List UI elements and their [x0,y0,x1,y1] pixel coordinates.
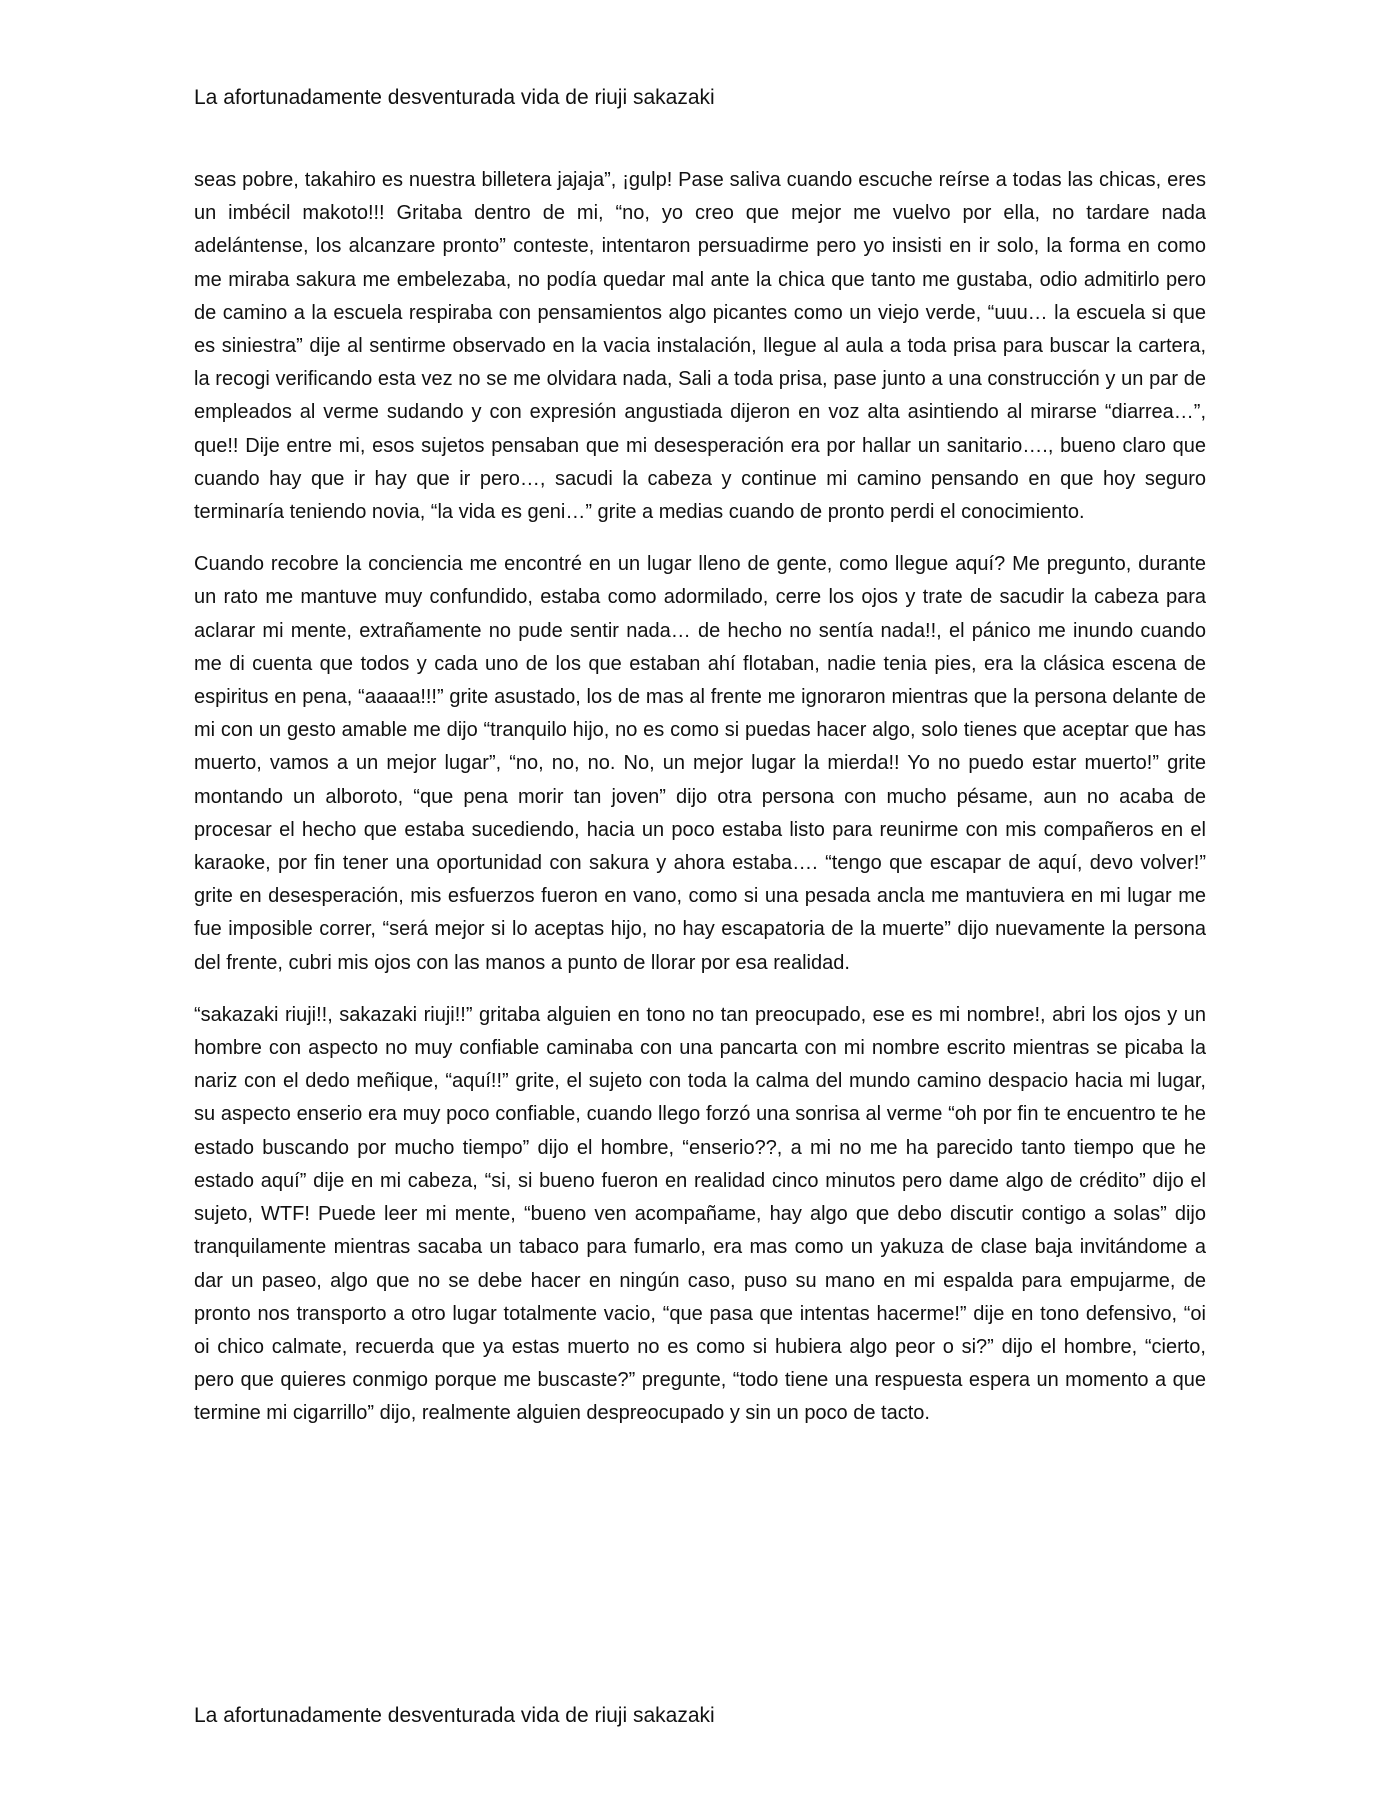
paragraph-2: Cuando recobre la conciencia me encontré en un lugar lleno de gente, como llegue aquí? Me pregunto, durante un rato me mantuve muy confundido, estaba como adormilado, cerre los ojos y trate de sacudir la cabeza para aclarar mi mente, extrañamente no pude sentir nada… de hecho no sentía nada!!, el pánico me inundo cuando me di cuenta que todos y cada uno de los que estaban ahí flotaban, nadie tenia pies, era la clásica escena de espiritus en pena, “aaaaa!!!” grite asustado, los de mas al frente me ignoraron mientras que la persona delante de mi con un gesto amable me dijo “tranquilo hijo, no es como si puedas hacer algo, solo tienes que aceptar que has muerto, vamos a un mejor lugar”, “no, no, no. No, un mejor lugar la mierda!! Yo no puedo estar muerto!” grite montando un alboroto, “que pena morir tan joven” dijo otra persona con mucho pésame, aun no acaba de procesar el hecho que estaba sucediendo, hacia un poco estaba listo para reunirme con mis compañeros en el karaoke, por fin tener una oportunidad con sakura y ahora estaba…. “tengo que escapar de aquí, devo volver!” grite en desesperación, mis esfuerzos fueron en vano, como si una pesada ancla me mantuviera en mi lugar me fue imposible correr, “será mejor si lo aceptas hijo, no hay escapatoria de la muerte” dijo nuevamente la persona del frente, cubri mis ojos con las manos a punto de llorar por esa realidad. [194,553,1206,974]
paragraph-1: seas pobre, takahiro es nuestra billetera jajaja”, ¡gulp! Pase saliva cuando escuche reírse a todas las chicas, eres un imbécil makoto!!! Gritaba dentro de mi, “no, yo creo que mejor me vuelvo por ella, no tardare nada adelántense, los alcanzare pronto” conteste, intentaron persuadirme pero yo insisti en ir solo, la forma en como me miraba sakura me embelezaba, no podía quedar mal ante la chica que tanto me gustaba, odio admitirlo pero de camino a la escuela respiraba con pensamientos algo picantes como un viejo verde, “uuu… la escuela si que es siniestra” dije al sentirme observado en la vacia instalación, llegue al aula a toda prisa para buscar la cartera, la recogi verificando esta vez no se me olvidara nada, Sali a toda prisa, pase junto a una construcción y un par de empleados al verme sudando y con expresión angustiada dijeron en voz alta asintiendo al mirarse “diarrea…”, que!! Dije entre mi, esos sujetos pensaban que mi desesperación era por hallar un sanitario…., bueno claro que cuando hay que ir hay que ir pero…, sacudi la cabeza y continue mi camino pensando en que hoy seguro terminaría teniendo novia, “la vida es geni…” grite a medias cuando de pronto perdi el conocimiento. [194,169,1206,524]
running-footer: La afortunadamente desventurada vida de riuji sakazaki [194,1704,715,1727]
body-text [194,164,1206,1450]
running-header: La afortunadamente desventurada vida de riuji sakazaki [194,86,715,109]
paragraph-3: “sakazaki riuji!!, sakazaki riuji!!” gritaba alguien en tono no tan preocupado, ese es mi nombre!, abri los ojos y un hombre con aspecto no muy confiable caminaba con una pancarta con mi nombre escrito mientras se picaba la nariz con el dedo meñique, “aquí!!” grite, el sujeto con toda la calma del mundo camino despacio hacia mi lugar, su aspecto enserio era muy poco confiable, cuando llego forzó una sonrisa al verme “oh por fin te encuentro te he estado buscando por mucho tiempo” dijo el hombre, “enserio??, a mi no me ha parecido tanto tiempo que he estado aquí” dije en mi cabeza, “si, si bueno fueron en realidad cinco minutos pero dame algo de crédito” dijo el sujeto, WTF! Puede leer mi mente, “bueno ven acompañame, hay algo que debo discutir contigo a solas” dijo tranquilamente mientras sacaba un tabaco para fumarlo, era mas como un yakuza de clase baja invitándome a dar un paseo, algo que no se debe hacer en ningún caso, puso su mano en mi espalda para empujarme, de pronto nos transporto a otro lugar totalmente vacio, “que pasa que intentas hacerme!” dije en tono defensivo, “oi oi chico calmate, recuerda que ya estas muerto no es como si hubiera algo peor o si?” dijo el hombre, “cierto, pero que quieres conmigo porque me buscaste?” pregunte, “todo tiene una respuesta espera un momento a que termine mi cigarrillo” dijo, realmente alguien despreocupado y sin un poco de tacto. [194,1003,1206,1425]
